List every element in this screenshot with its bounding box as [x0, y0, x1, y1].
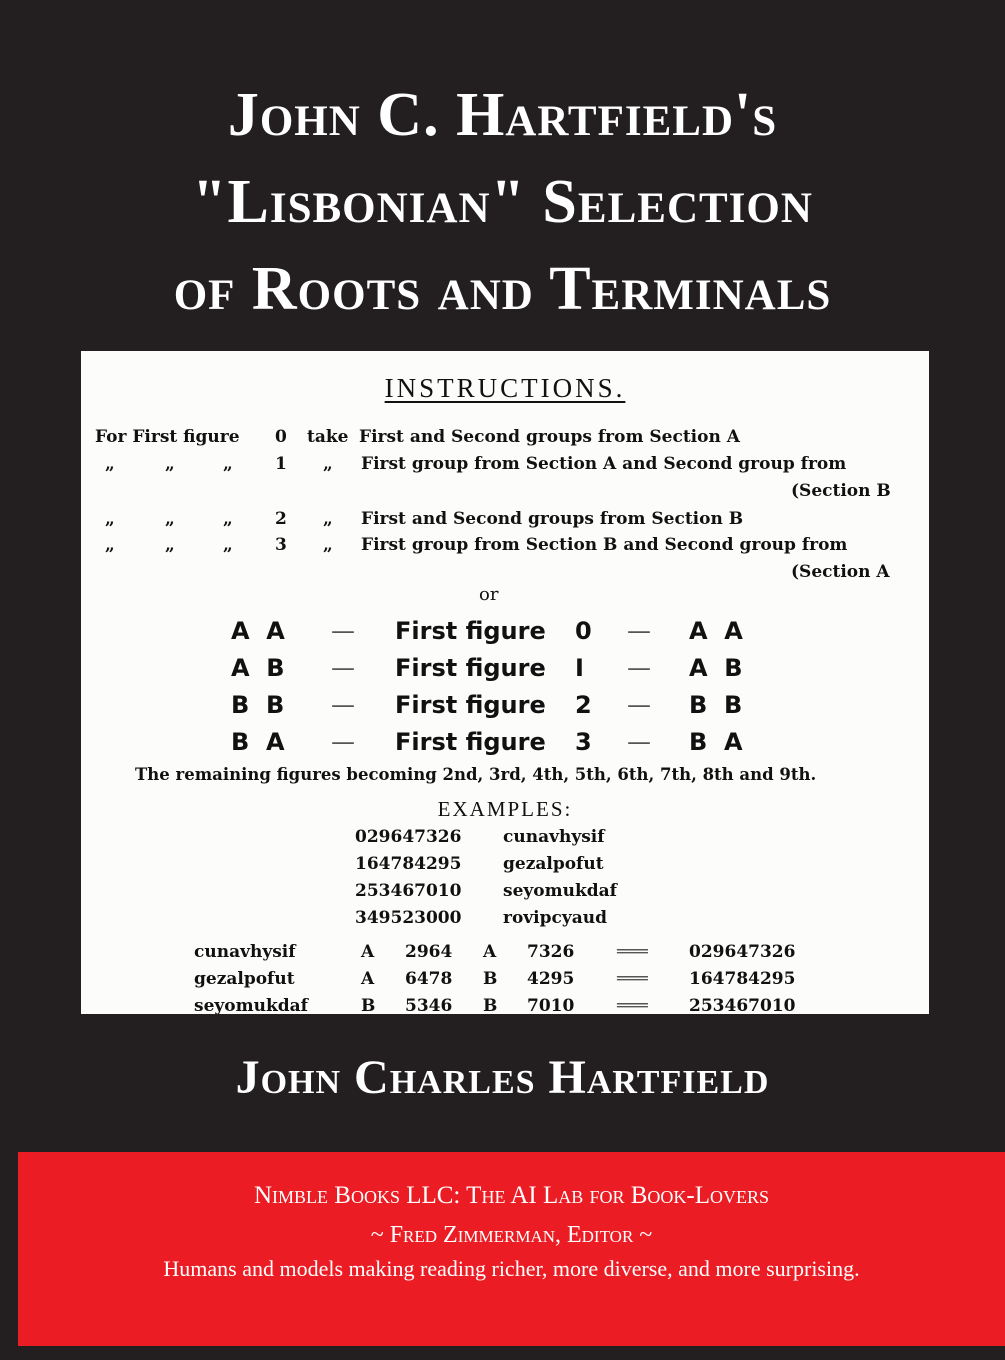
- instructions-panel: [81, 351, 929, 1014]
- figure-row-num: 0: [575, 617, 592, 645]
- instr-line-1-verb: take: [307, 427, 349, 447]
- figure-row-right: B B: [689, 691, 743, 719]
- instr-line-2-cont: (Section B: [791, 481, 891, 501]
- ditto-mark: „: [323, 454, 333, 474]
- ditto-mark: „: [223, 535, 233, 555]
- row-dash: —: [331, 617, 355, 645]
- ditto-mark: „: [105, 509, 115, 529]
- row-dash: —: [331, 654, 355, 682]
- decode-equals: ═══: [617, 996, 648, 1014]
- instr-line-1-figure: 0: [275, 427, 287, 447]
- decode-section-2: B: [483, 969, 498, 989]
- book-title: [0, 72, 1005, 333]
- ditto-mark: „: [223, 509, 233, 529]
- decode-group-2: 4295: [527, 969, 575, 989]
- decode-section-2: A: [483, 942, 497, 962]
- figure-row-label: First figure: [395, 728, 546, 756]
- example-number: 029647326: [355, 827, 462, 847]
- row-dash: —: [331, 728, 355, 756]
- instr-line-3-figure: 2: [275, 509, 287, 529]
- row-dash: —: [627, 654, 651, 682]
- row-dash: —: [627, 617, 651, 645]
- decode-section-2: B: [483, 996, 498, 1014]
- ditto-mark: „: [165, 535, 175, 555]
- examples-heading: EXAMPLES:: [437, 797, 573, 821]
- title-line-3: of Roots and Terminals: [173, 255, 832, 323]
- editor-line: ~ Fred Zimmerman, Editor ~: [370, 1222, 653, 1248]
- ditto-mark: „: [105, 454, 115, 474]
- decode-word: gezalpofut: [194, 969, 295, 989]
- figure-row-label: First figure: [395, 617, 546, 645]
- example-number: 349523000: [355, 908, 462, 928]
- instr-line-4-figure: 3: [275, 535, 287, 555]
- row-dash: —: [331, 691, 355, 719]
- example-word: rovipcyaud: [503, 908, 608, 928]
- ditto-mark: „: [105, 535, 115, 555]
- decode-result: 164784295: [689, 969, 796, 989]
- decode-section-1: B: [361, 996, 376, 1014]
- decode-group-2: 7326: [527, 942, 575, 962]
- decode-section-1: A: [361, 942, 375, 962]
- ditto-mark: „: [323, 509, 333, 529]
- figure-row-num: 3: [575, 728, 592, 756]
- publisher-band: [18, 1152, 1005, 1346]
- example-word: gezalpofut: [503, 854, 604, 874]
- figure-row-num: 2: [575, 691, 592, 719]
- instr-line-1-text: First and Second groups from Section A: [359, 427, 740, 447]
- decode-equals: ═══: [617, 942, 648, 962]
- figure-row-left: A B: [231, 654, 285, 682]
- instr-line-4-text: First group from Section B and Second group from: [361, 535, 848, 555]
- decode-group-1: 6478: [405, 969, 453, 989]
- figure-row-num: I: [575, 654, 584, 682]
- publisher-name: Nimble Books LLC: The AI Lab for Book-Lovers: [253, 1182, 770, 1209]
- figure-row-left: B A: [231, 728, 285, 756]
- decode-equals: ═══: [617, 969, 648, 989]
- figure-row-right: B A: [689, 728, 743, 756]
- figure-row-left: B B: [231, 691, 285, 719]
- instr-line-2-figure: 1: [275, 454, 287, 474]
- row-dash: —: [627, 691, 651, 719]
- ditto-mark: „: [223, 454, 233, 474]
- title-line-1: John C. Hartfield's: [227, 81, 778, 149]
- decode-group-2: 7010: [527, 996, 575, 1014]
- title-line-2: "Lisbonian" Selection: [192, 168, 813, 236]
- or-separator: or: [479, 584, 499, 605]
- ditto-mark: „: [323, 535, 333, 555]
- decode-word: cunavhysif: [194, 942, 296, 962]
- instr-line-2-text: First group from Section A and Second group from: [361, 454, 847, 474]
- instr-line-1-lead: For First figure: [95, 427, 240, 447]
- instructions-heading: INSTRUCTIONS.: [384, 373, 626, 403]
- example-word: seyomukdaf: [503, 881, 617, 901]
- instr-line-3-text: First and Second groups from Section B: [361, 509, 744, 529]
- figure-row-right: A B: [689, 654, 743, 682]
- decode-word: seyomukdaf: [194, 996, 308, 1014]
- decode-result: 253467010: [689, 996, 796, 1014]
- row-dash: —: [627, 728, 651, 756]
- instr-line-4-cont: (Section A: [791, 562, 890, 582]
- figure-row-label: First figure: [395, 691, 546, 719]
- decode-result: 029647326: [689, 942, 796, 962]
- example-word: cunavhysif: [503, 827, 605, 847]
- remaining-figures-note: The remaining figures becoming 2nd, 3rd, 4th, 5th, 6th, 7th, 8th and 9th.: [135, 765, 817, 784]
- example-number: 164784295: [355, 854, 462, 874]
- ditto-mark: „: [165, 509, 175, 529]
- ditto-mark: „: [165, 454, 175, 474]
- author-name: John Charles Hartfield: [235, 1051, 770, 1104]
- decode-section-1: A: [361, 969, 375, 989]
- example-number: 253467010: [355, 881, 462, 901]
- figure-row-left: A A: [231, 617, 285, 645]
- decode-group-1: 2964: [405, 942, 453, 962]
- figure-row-right: A A: [689, 617, 743, 645]
- publisher-tagline: Humans and models making reading richer, more diverse, and more surprising.: [163, 1256, 860, 1281]
- decode-group-1: 5346: [405, 996, 453, 1014]
- figure-row-label: First figure: [395, 654, 546, 682]
